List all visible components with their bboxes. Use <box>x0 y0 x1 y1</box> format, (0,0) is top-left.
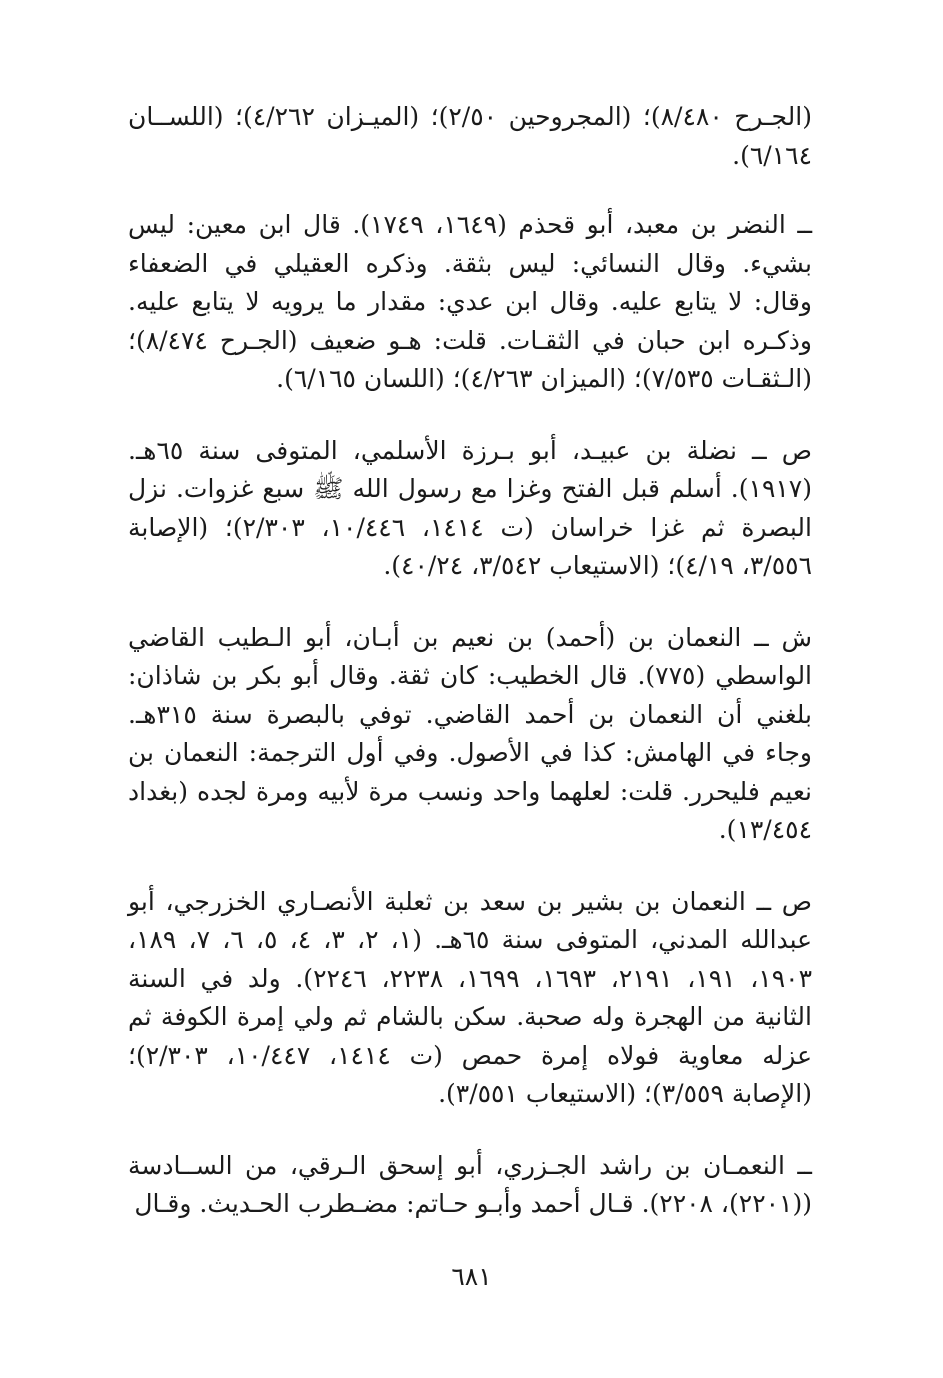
entry-nadr-ibn-mabad: ــ النضر بن معبد، أبو قحذم (١٦٤٩، ١٧٤٩). قال ابن معين: ليس بشيء. وقال النسائي: ليس بثقة. وذكره العقيلي في الضعفاء وقال: لا يتابع عليه. وقال ابن عدي: مقدار ما يرويه لا يتابع عليه. وذكـره ابن حبان في الثقـات. قلت: هـو ضعيف (الجـرح ٨/٤٧٤)؛ (الـثقـات ٧/٥٣٥)؛ (الميزان ٤/٢٦٣)؛ (اللسان ٦/١٦٥). <box>128 210 813 393</box>
entry-numan-ibn-ahmad: ش ــ النعمان بن (أحمد) بن نعيم بن أبـان، أبو الـطيب القاضي الواسطي (٧٧٥). قال الخطيب: كان ثقة. وقال أبو بكر بن شاذان: بلغني أن النعمان بن أحمد القاضي. توفي بالبصرة سنة ٣١٥هـ. وجاء في الهامش: كذا في الأصول. وفي أول الترجمة: النعمان بن نعيم فليحرر. قلت: لعلهما واحد ونسب مرة لأبيه ومرة لجده (بغداد ١٣/٤٥٤). <box>128 622 813 844</box>
entry-1: (الجـرح ٨/٤٨٠)؛ (المجروحين ٢/٥٠)؛ (الميـزان ٤/٢٦٢)؛ (اللســان ٦/١٦٤). <box>128 102 812 170</box>
entry-nadla-ibn-ubayd: ص ــ نضلة بن عبيـد، أبو بـرزة الأسلمي، المتوفى سنة ٦٥هـ. (١٩١٧). أسلم قبل الفتح وغزا مع رسول الله ﷺ سبع غزوات. نزل البصرة ثم غزا خراسان (ت ١٤١٤، ١٠/٤٤٦، ٢/٣٠٣)؛ (الإصابة ٣/٥٥٦، ٤/١٩)؛ (الاستيعاب ٣/٥٤٢، ٤٠/٢٤). <box>128 435 812 580</box>
page-number: ٦٨١ <box>451 1262 492 1291</box>
page-body <box>128 98 812 1224</box>
entry-numan-ibn-rashid: ــ النعمـان بن راشد الجـزري، أبو إسحق الـرقي، من الســادسة ((٢٢٠١)، ٢٢٠٨). قـال أحمد وأبـو حـاتم: مضـطرب الحـديث. وقـال <box>128 1150 812 1218</box>
entry-numan-ibn-bashir: ص ــ النعمان بن بشير بن سعد بن ثعلبة الأنصـاري الخزرجي، أبو عبدالله المدني، المتوفى سنة ٦٥هـ. (١، ٢، ٣، ٤، ٥، ٦، ٧، ١٨٩، ١٩٠٣، ١٩١، ٢١٩١، ١٦٩٣، ١٦٩٩، ٢٢٣٨، ٢٢٤٦). ولد في السنة الثانية من الهجرة وله صحبة. سكن بالشام ثم ولي إمرة الكوفة ثم عزله معاوية فولاه إمرة حمص (ت ١٤١٤، ١٠/٤٤٧، ٢/٣٠٣)؛ (الإصابة ٣/٥٥٩)؛ (الاستيعاب ٣/٥٥١). <box>128 886 813 1108</box>
